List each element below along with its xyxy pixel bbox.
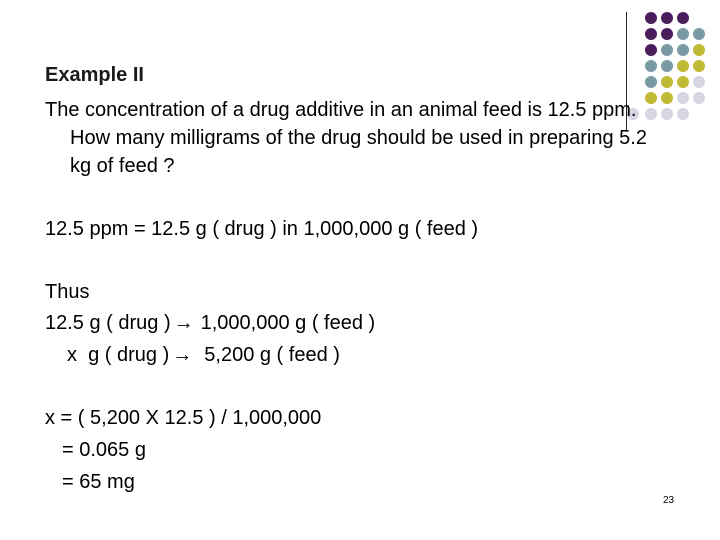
decorative-dot: [661, 44, 673, 56]
decorative-dot: [693, 76, 705, 88]
decorative-dot: [645, 12, 657, 24]
slide-title: Example II: [45, 64, 144, 86]
decorative-dot: [645, 60, 657, 72]
decorative-dot: [693, 28, 705, 40]
decorative-dot: [661, 28, 673, 40]
problem-statement: The concentration of a drug additive in an animal feed is 12.5 ppm. How many milligrams of the drug should be used in preparing 5.2 kg of feed ?: [45, 99, 647, 177]
arrow-icon: →: [173, 312, 194, 334]
decorative-dot: [677, 12, 689, 24]
ratio-1-left: 12.5 g ( drug ): [45, 312, 171, 334]
ratio-row-1: [45, 311, 375, 335]
decorative-dot: [661, 76, 673, 88]
ratio-2-left: x g ( drug ): [67, 344, 170, 366]
decorative-dot: [677, 28, 689, 40]
ratio-2-right: 5,200 g ( feed ): [204, 344, 340, 366]
ratio-row-2: [67, 343, 340, 367]
decorative-dot: [645, 28, 657, 40]
decorative-dot: [677, 92, 689, 104]
decorative-dot: [645, 44, 657, 56]
thus-label: Thus: [45, 281, 90, 303]
decorative-dot: [677, 76, 689, 88]
ratio-1-right: 1,000,000 g ( feed ): [200, 312, 376, 334]
decorative-dot: [645, 76, 657, 88]
decorative-dot: [693, 44, 705, 56]
ppm-definition: 12.5 ppm = 12.5 g ( drug ) in 1,000,000 g ( feed ): [45, 218, 479, 240]
decorative-dot: [677, 108, 689, 120]
arrow-icon: →: [172, 344, 193, 366]
decorative-dot: [693, 92, 705, 104]
decorative-dot: [661, 60, 673, 72]
decorative-dot: [693, 60, 705, 72]
decorative-dot: [677, 44, 689, 56]
solution-step-1: x = ( 5,200 X 12.5 ) / 1,000,000: [45, 407, 322, 429]
decorative-dot: [661, 12, 673, 24]
solution-step-2: = 0.065 g: [62, 439, 146, 461]
page-number: 23: [663, 495, 675, 506]
solution-step-3: = 65 mg: [62, 471, 135, 493]
decorative-dot: [677, 60, 689, 72]
